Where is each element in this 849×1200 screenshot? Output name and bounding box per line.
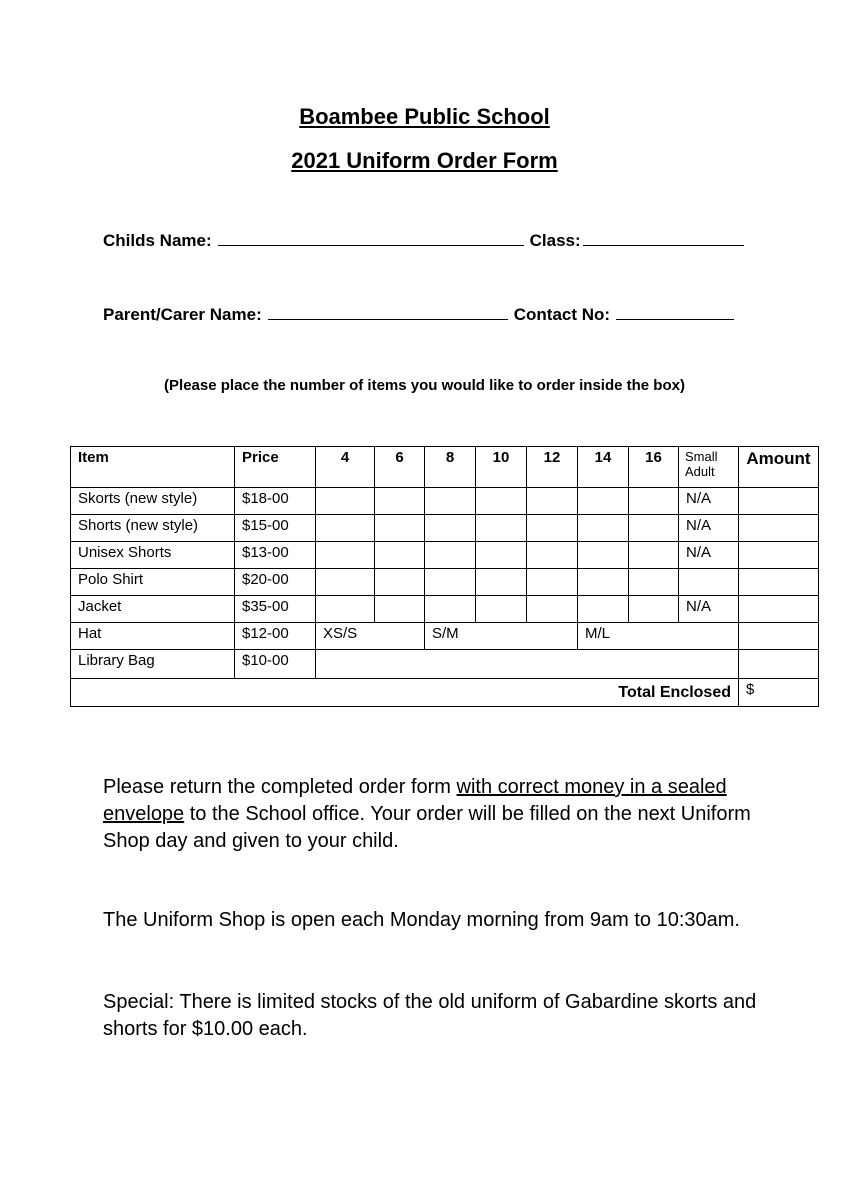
price-cell: $35-00 — [235, 596, 316, 623]
price-header: Price — [235, 447, 316, 488]
qty-cell[interactable] — [476, 488, 527, 515]
small-adult-line2: Adult — [685, 464, 715, 479]
library-bag-row — [71, 650, 819, 679]
small-adult-cell[interactable] — [679, 569, 739, 596]
table-row — [71, 515, 819, 542]
qty-cell[interactable] — [527, 569, 578, 596]
qty-cell[interactable] — [476, 596, 527, 623]
size-header: 8 — [425, 447, 476, 488]
contact-field[interactable] — [616, 303, 734, 320]
table-row — [71, 542, 819, 569]
qty-cell[interactable] — [578, 515, 629, 542]
class-field[interactable] — [583, 229, 744, 246]
qty-cell[interactable] — [629, 569, 679, 596]
size-header: 12 — [527, 447, 578, 488]
library-bag-qty-cell[interactable] — [316, 650, 739, 679]
qty-cell[interactable] — [476, 569, 527, 596]
size-header: 6 — [375, 447, 425, 488]
total-row — [71, 679, 819, 707]
hat-size-cell[interactable]: S/M — [425, 623, 578, 650]
item-cell: Library Bag — [71, 650, 235, 679]
qty-cell[interactable] — [629, 515, 679, 542]
contact-label: Contact No: — [513, 305, 611, 324]
amount-cell[interactable] — [739, 569, 819, 596]
item-cell: Unisex Shorts — [71, 542, 235, 569]
size-header: 4 — [316, 447, 375, 488]
qty-cell[interactable] — [375, 596, 425, 623]
qty-cell[interactable] — [316, 569, 375, 596]
child-name-label: Childs Name: — [103, 231, 212, 250]
qty-cell[interactable] — [527, 596, 578, 623]
return-text-a: Please return the completed order form — [103, 776, 457, 798]
qty-cell[interactable] — [578, 569, 629, 596]
qty-cell[interactable] — [629, 488, 679, 515]
parent-contact-row — [103, 303, 740, 325]
qty-cell[interactable] — [375, 488, 425, 515]
total-enclosed-label: Total Enclosed — [71, 679, 739, 707]
price-cell: $13-00 — [235, 542, 316, 569]
item-cell: Shorts (new style) — [71, 515, 235, 542]
qty-cell[interactable] — [425, 596, 476, 623]
table-row — [71, 569, 819, 596]
order-instruction: (Please place the number of items you would like to order inside the box) — [164, 377, 685, 394]
small-adult-header — [679, 447, 739, 488]
qty-cell[interactable] — [425, 515, 476, 542]
qty-cell[interactable] — [425, 542, 476, 569]
qty-cell[interactable] — [629, 596, 679, 623]
price-cell: $18-00 — [235, 488, 316, 515]
form-title: 2021 Uniform Order Form — [291, 148, 558, 173]
size-header: 16 — [629, 447, 679, 488]
qty-cell[interactable] — [425, 569, 476, 596]
return-text-underlined: with correct money in a sealed envelope — [103, 776, 727, 825]
qty-cell[interactable] — [316, 515, 375, 542]
child-class-row — [103, 229, 750, 251]
amount-cell[interactable] — [739, 650, 819, 679]
order-table — [70, 446, 819, 707]
amount-header: Amount — [739, 447, 819, 488]
special-notice: Special: There is limited stocks of the old uniform of Gabardine skorts and shorts for $10.00 each. — [103, 991, 757, 1040]
qty-cell[interactable] — [578, 596, 629, 623]
qty-cell[interactable] — [629, 542, 679, 569]
amount-cell[interactable] — [739, 596, 819, 623]
hat-size-cell[interactable]: M/L — [578, 623, 739, 650]
child-name-field[interactable] — [218, 229, 524, 246]
class-label: Class: — [529, 231, 581, 250]
price-cell: $10-00 — [235, 650, 316, 679]
return-text-b: to the School office. Your order will be filled on the next Uniform Shop day and given to your child. — [103, 803, 751, 852]
amount-cell[interactable] — [739, 542, 819, 569]
price-cell: $12-00 — [235, 623, 316, 650]
small-adult-cell: N/A — [679, 596, 739, 623]
item-cell: Jacket — [71, 596, 235, 623]
parent-name-field[interactable] — [268, 303, 508, 320]
size-header: 10 — [476, 447, 527, 488]
qty-cell[interactable] — [316, 596, 375, 623]
price-cell: $15-00 — [235, 515, 316, 542]
qty-cell[interactable] — [578, 488, 629, 515]
qty-cell[interactable] — [375, 542, 425, 569]
small-adult-cell: N/A — [679, 515, 739, 542]
school-name: Boambee Public School — [299, 104, 550, 129]
return-instructions — [103, 774, 763, 855]
qty-cell[interactable] — [375, 569, 425, 596]
qty-cell[interactable] — [476, 542, 527, 569]
qty-cell[interactable] — [527, 515, 578, 542]
item-header: Item — [71, 447, 235, 488]
item-cell: Polo Shirt — [71, 569, 235, 596]
hat-row — [71, 623, 819, 650]
shop-hours: The Uniform Shop is open each Monday morning from 9am to 10:30am. — [103, 909, 740, 931]
item-cell: Hat — [71, 623, 235, 650]
qty-cell[interactable] — [527, 488, 578, 515]
parent-name-label: Parent/Carer Name: — [103, 305, 262, 324]
qty-cell[interactable] — [476, 515, 527, 542]
amount-cell[interactable] — [739, 488, 819, 515]
qty-cell[interactable] — [425, 488, 476, 515]
table-row — [71, 488, 819, 515]
small-adult-line1: Small — [685, 449, 718, 464]
table-header-row — [71, 447, 819, 488]
small-adult-cell: N/A — [679, 488, 739, 515]
qty-cell[interactable] — [578, 542, 629, 569]
amount-cell[interactable] — [739, 515, 819, 542]
qty-cell[interactable] — [527, 542, 578, 569]
hat-size-cell[interactable]: XS/S — [316, 623, 425, 650]
small-adult-cell: N/A — [679, 542, 739, 569]
price-cell: $20-00 — [235, 569, 316, 596]
amount-cell[interactable] — [739, 623, 819, 650]
qty-cell[interactable] — [316, 542, 375, 569]
qty-cell[interactable] — [316, 488, 375, 515]
item-cell: Skorts (new style) — [71, 488, 235, 515]
table-row — [71, 596, 819, 623]
size-header: 14 — [578, 447, 629, 488]
total-amount-cell[interactable]: $ — [739, 679, 819, 707]
qty-cell[interactable] — [375, 515, 425, 542]
